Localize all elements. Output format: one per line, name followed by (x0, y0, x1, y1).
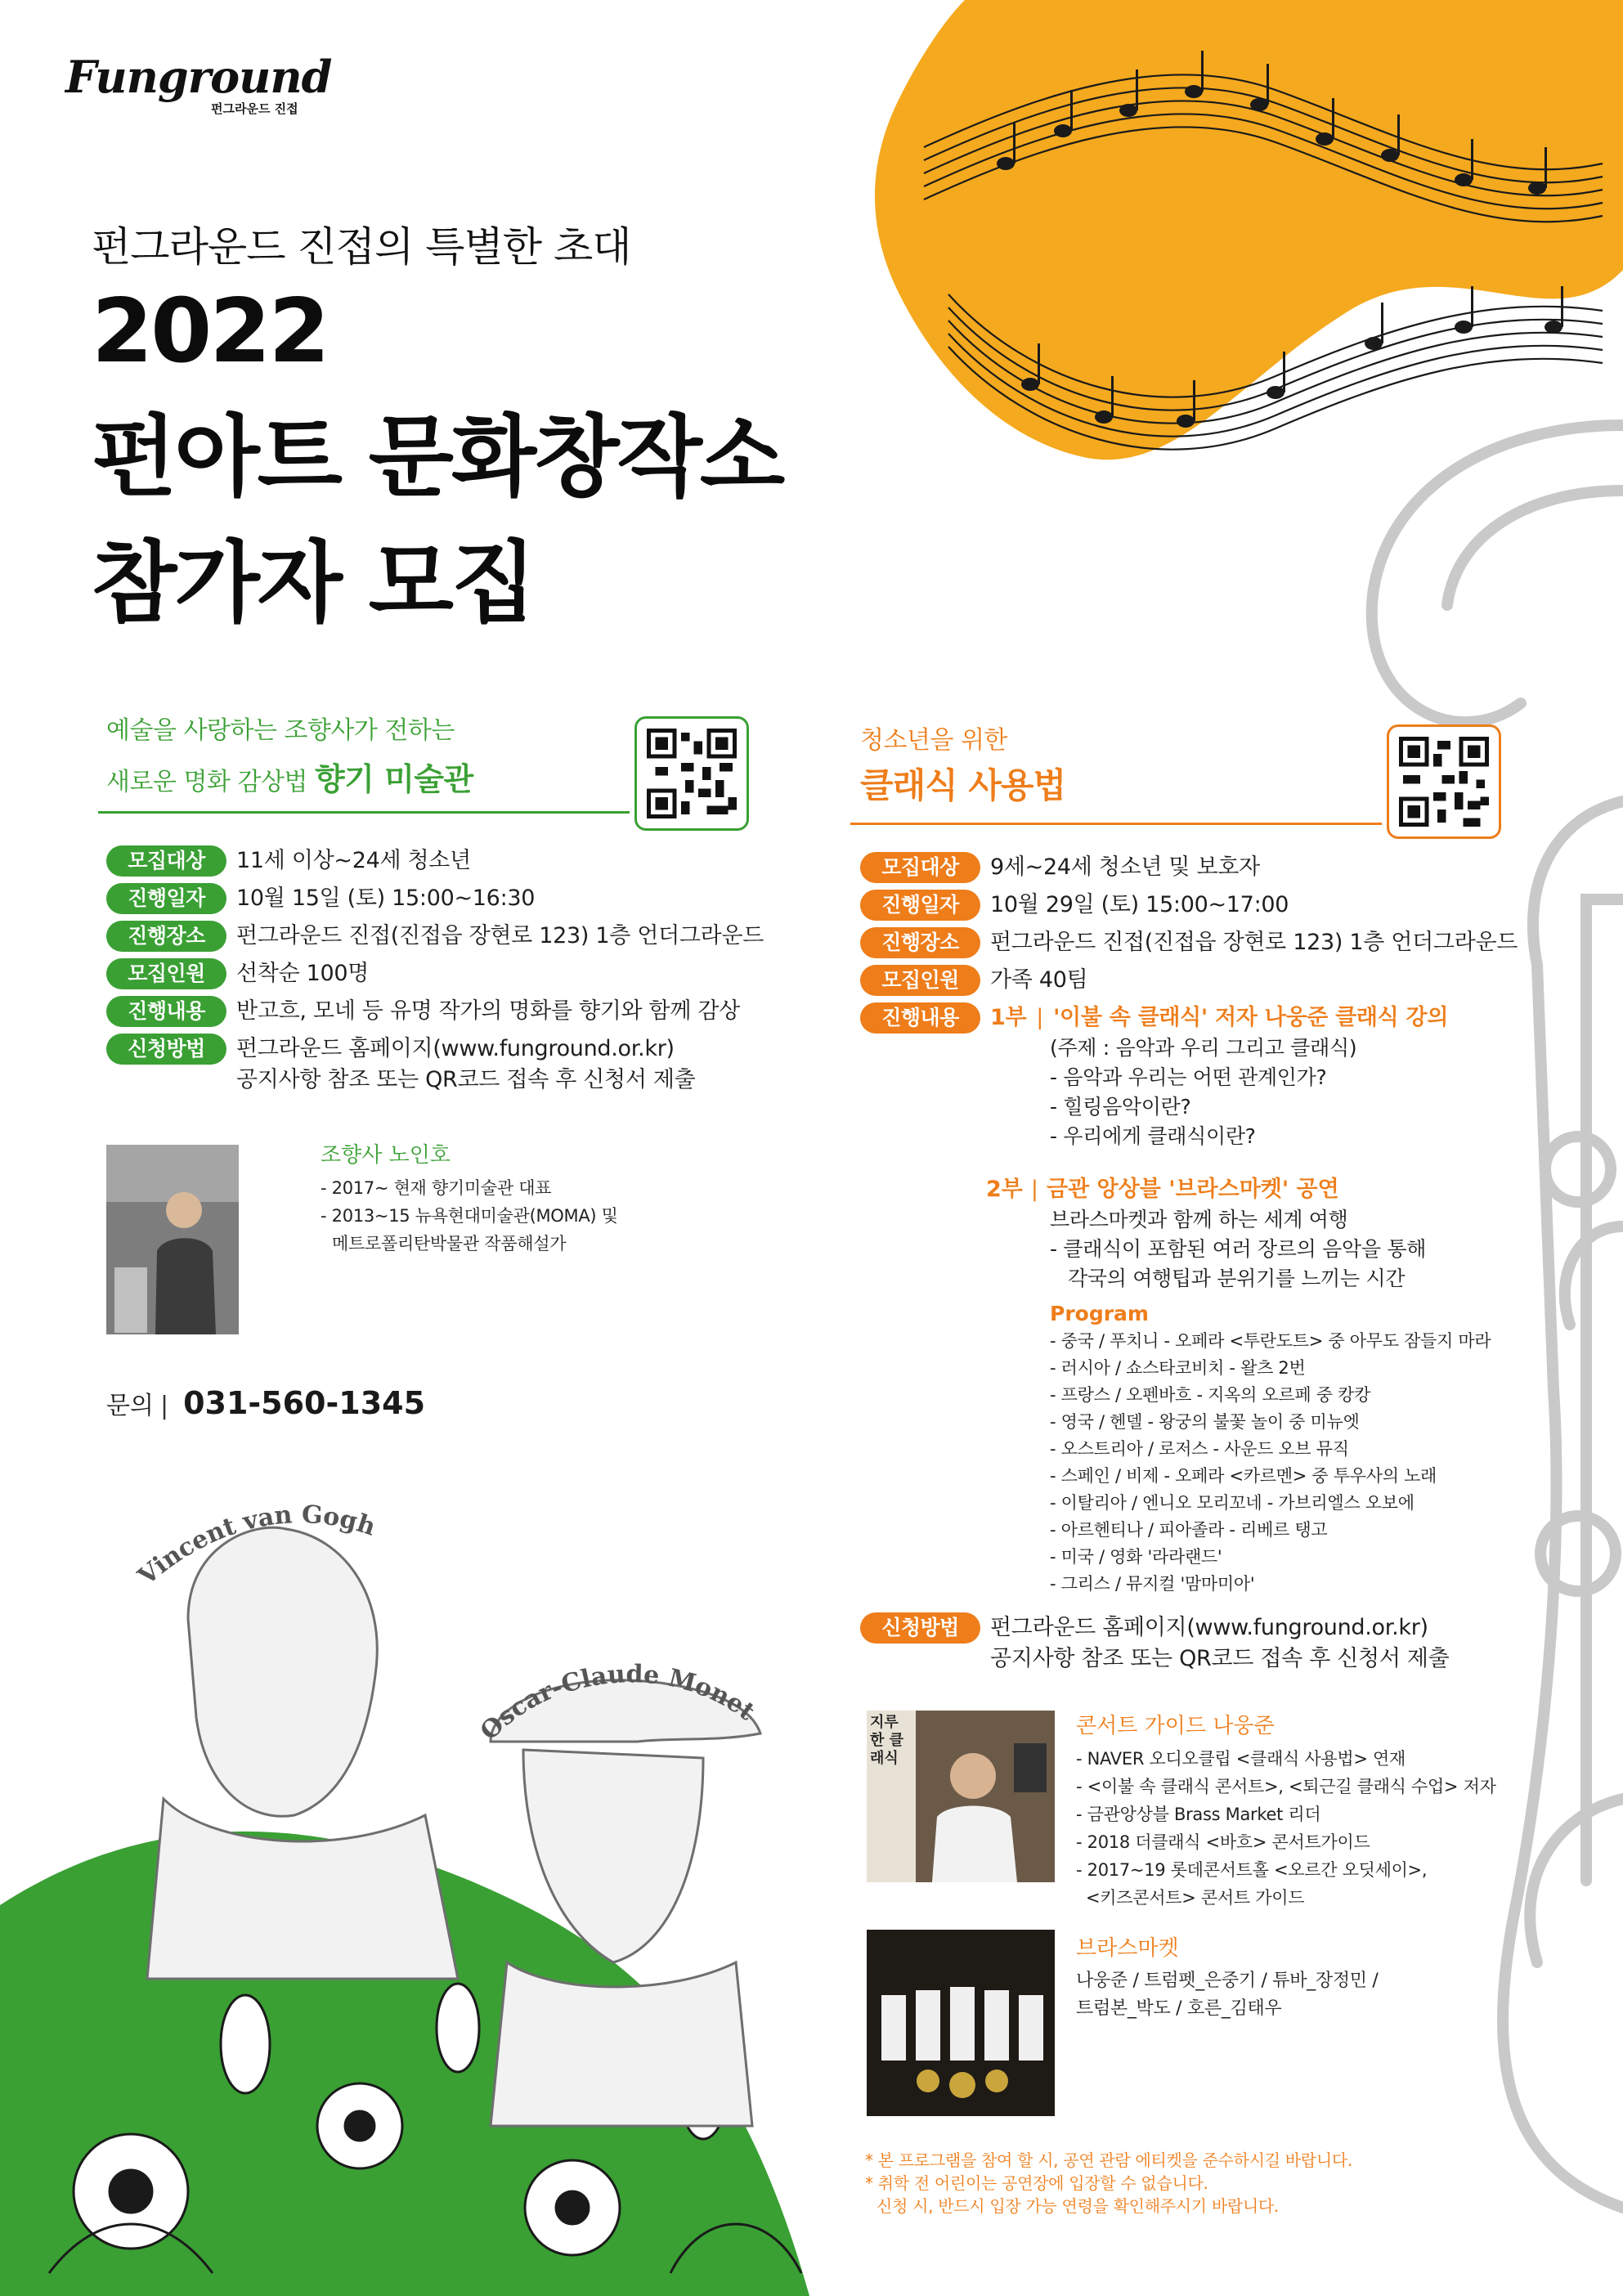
program2-head-line1: 청소년을 위한 (860, 726, 1007, 755)
program1-divider (98, 811, 630, 814)
guide-bio-line: - 금관앙상블 Brass Market 리더 (1076, 1805, 1321, 1824)
part2-heading (986, 1171, 1339, 1203)
program-item: - 그리스 / 뮤지컬 '맘마미아' (1050, 1574, 1255, 1594)
perfumer-bio-line: 메트로폴리탄박물관 작품해설가 (332, 1234, 567, 1253)
label-target: 모집대상 (860, 852, 980, 883)
program1-row-capacity (106, 958, 842, 989)
gogh-name: Vincent van Gogh (132, 1500, 379, 1591)
part1-label: 1부 (990, 1005, 1027, 1030)
label-capacity: 모집인원 (860, 965, 980, 996)
program-item: - 중국 / 푸치니 - 오페라 <투란도트> 중 아무도 잠들지 마라 (1050, 1331, 1491, 1351)
brass-market-photo (867, 1930, 1055, 2116)
value-apply-note: 공지사항 참조 또는 QR코드 접속 후 신청서 제출 (990, 1646, 1450, 1671)
program1-row-date (106, 883, 842, 914)
program-item: - 영국 / 헨델 - 왕궁의 불꽃 놀이 중 미뉴엣 (1050, 1412, 1360, 1432)
program1-qr-code[interactable] (634, 716, 749, 831)
program2-row-content (860, 1002, 1596, 1034)
program-item: - 러시아 / 쇼스타코비치 - 왈츠 2번 (1050, 1358, 1306, 1378)
page-title-line3: 참가자 모집 (92, 532, 535, 635)
value-capacity: 선착순 100명 (236, 961, 370, 986)
guide-bio-line: <키즈콘서트> 콘서트 가이드 (1086, 1888, 1305, 1908)
music-ribbon-shape (875, 0, 1623, 460)
guide-bio (1076, 1745, 1496, 1912)
part2-line: 각국의 여행팁과 분위기를 느끼는 시간 (1068, 1267, 1406, 1290)
program-item: - 프랑스 / 오펜바흐 - 지옥의 오르페 중 캉캉 (1050, 1385, 1371, 1405)
page-title-line2: 펀아트 문화창작소 (92, 406, 783, 509)
label-place: 진행장소 (106, 921, 226, 952)
program-item: - 미국 / 영화 '라라랜드' (1050, 1547, 1222, 1567)
guide-photo (867, 1711, 1055, 1882)
label-apply: 신청방법 (860, 1612, 980, 1644)
part2-label: 2부 (986, 1177, 1023, 1202)
value-date: 10월 29일 (토) 15:00~17:00 (990, 892, 1289, 917)
program1-row-target (106, 845, 842, 877)
guide-bio-line: - NAVER 오디오클립 <클래식 사용법> 연재 (1076, 1749, 1406, 1769)
part2-line: 브라스마켓과 함께 하는 세계 여행 (1050, 1208, 1348, 1231)
part1-line: - 힐링음악이란? (1050, 1095, 1191, 1119)
guide-name: 콘서트 가이드 나웅준 (1076, 1714, 1275, 1738)
program2-info-list (860, 852, 1596, 1034)
label-place: 진행장소 (860, 927, 980, 958)
label-apply: 신청방법 (106, 1034, 226, 1065)
guide-bio-line: - <이불 속 클래식 콘서트>, <퇴근길 클래식 수업> 저자 (1076, 1777, 1496, 1796)
guide-bio-line: - 2017~19 롯데콘서트홀 <오르간 오딧세이>, (1076, 1860, 1428, 1880)
contact-phone[interactable]: 031-560-1345 (183, 1385, 426, 1421)
program1-row-content (106, 996, 842, 1027)
program2-row-capacity (860, 965, 1596, 996)
part1-line: - 음악과 우리는 어떤 관계인가? (1050, 1065, 1327, 1089)
part1-line: (주제 : 음악과 우리 그리고 클래식) (1050, 1036, 1357, 1060)
program2-row-apply (860, 1612, 1449, 1675)
value-target: 9세~24세 청소년 및 보호자 (990, 854, 1260, 880)
contact-label: 문의 (106, 1392, 154, 1420)
program2-row-date (860, 890, 1596, 921)
program1-head-line2: 새로운 명화 감상법 향기 미술관 (106, 761, 473, 797)
program-item: - 오스트리아 / 로저스 - 사운드 오브 뮤직 (1050, 1439, 1349, 1459)
perfumer-name: 조향사 노인호 (321, 1143, 451, 1168)
part2-details (1050, 1205, 1426, 1294)
perfumer-bio-line: - 2013~15 뉴욕현대미술관(MOMA) 및 (321, 1206, 618, 1226)
program2-title: 클래식 사용법 (860, 765, 1066, 805)
notice-line: 신청 시, 반드시 입장 가능 연령을 확인해주시기 바랍니다. (877, 2196, 1279, 2216)
logo-wordmark: Funground (65, 51, 332, 103)
part1-details (1050, 1034, 1356, 1151)
brass-member-line: 나웅준 / 트럼펫_은중기 / 튜바_장정민 / (1076, 1971, 1379, 1991)
page-subtitle: 펀그라운드 진접의 특별한 초대 (92, 223, 631, 271)
part1-line: - 우리에게 클래식이란? (1050, 1124, 1256, 1148)
logo-subtitle: 펀그라운드 진접 (211, 101, 298, 116)
program1-row-place (106, 921, 842, 952)
value-apply-url[interactable]: 펀그라운드 홈페이지(www.funground.or.kr) (990, 1615, 1428, 1640)
part1-title: '이불 속 클래식' 저자 나웅준 클래식 강의 (1053, 1005, 1449, 1030)
program1-title: 향기 미술관 (314, 761, 473, 797)
guide-bio-line: - 2018 더클래식 <바흐> 콘서트가이드 (1076, 1832, 1370, 1852)
contact-info (106, 1385, 425, 1421)
label-content: 진행내용 (106, 996, 226, 1027)
brass-member-line: 트럼본_박도 / 호른_김태우 (1076, 1998, 1282, 2019)
value-apply-note: 공지사항 참조 또는 QR코드 접속 후 신청서 제출 (236, 1067, 696, 1092)
program-item: - 아르헨티나 / 피아졸라 - 리베르 탱고 (1050, 1520, 1328, 1540)
brass-market-name: 브라스마켓 (1076, 1936, 1179, 1961)
notice-line: * 본 프로그램을 참여 할 시, 공연 관람 에티켓을 준수하시길 바랍니다. (865, 2150, 1352, 2170)
program2-row-target (860, 852, 1596, 883)
label-capacity: 모집인원 (106, 958, 226, 989)
value-content: 반고흐, 모네 등 유명 작가의 명화를 향기와 함께 감상 (236, 998, 740, 1024)
perfumer-bio (321, 1174, 618, 1258)
label-date: 진행일자 (860, 890, 980, 921)
perfumer-photo (106, 1145, 239, 1334)
value-target: 11세 이상~24세 청소년 (236, 848, 471, 873)
label-content: 진행내용 (860, 1002, 980, 1034)
notice-notes (865, 2149, 1352, 2218)
part-separator: | (1030, 1177, 1038, 1202)
brass-market-members (1076, 1967, 1379, 2023)
part-separator: | (1036, 1005, 1044, 1030)
program-list (1050, 1328, 1491, 1598)
contact-separator: | (159, 1392, 169, 1420)
value-date: 10월 15일 (토) 15:00~16:30 (236, 886, 536, 911)
program-list-title: Program (1050, 1302, 1149, 1325)
program2-row-place (860, 927, 1596, 958)
value-capacity: 가족 40팀 (990, 967, 1088, 993)
value-place: 펀그라운드 진접(진접읍 장현로 123) 1층 언더그라운드 (236, 923, 764, 948)
program1-row-apply (106, 1034, 842, 1096)
value-place: 펀그라운드 진접(진접읍 장현로 123) 1층 언더그라운드 (990, 930, 1518, 955)
program1-head-line1: 예술을 사랑하는 조향사가 전하는 (106, 716, 455, 745)
monet-name: Oscar-Claude Monet (474, 1660, 760, 1747)
program2-divider (850, 823, 1382, 825)
program1-info-list (106, 845, 842, 1096)
guide-photo-caption: 지루한 클래식 (870, 1714, 904, 1767)
program2-qr-code[interactable] (1387, 724, 1501, 839)
perfumer-bio-line: - 2017~ 현재 향기미술관 대표 (321, 1178, 552, 1198)
notice-line: * 취학 전 어린이는 공연장에 입장할 수 없습니다. (865, 2173, 1208, 2193)
program-item: - 이탈리아 / 엔니오 모리꼬네 - 가브리엘스 오보에 (1050, 1493, 1415, 1513)
program-item: - 스페인 / 비제 - 오페라 <카르멘> 중 투우사의 노래 (1050, 1466, 1437, 1486)
value-apply-url[interactable]: 펀그라운드 홈페이지(www.funground.or.kr) (236, 1036, 675, 1061)
part2-line: - 클래식이 포함된 여러 장르의 음악을 통해 (1050, 1237, 1427, 1261)
page-title-year: 2022 (92, 280, 328, 383)
label-target: 모집대상 (106, 845, 226, 877)
part2-title: 금관 앙상블 '브라스마켓' 공연 (1046, 1177, 1339, 1202)
label-date: 진행일자 (106, 883, 226, 914)
